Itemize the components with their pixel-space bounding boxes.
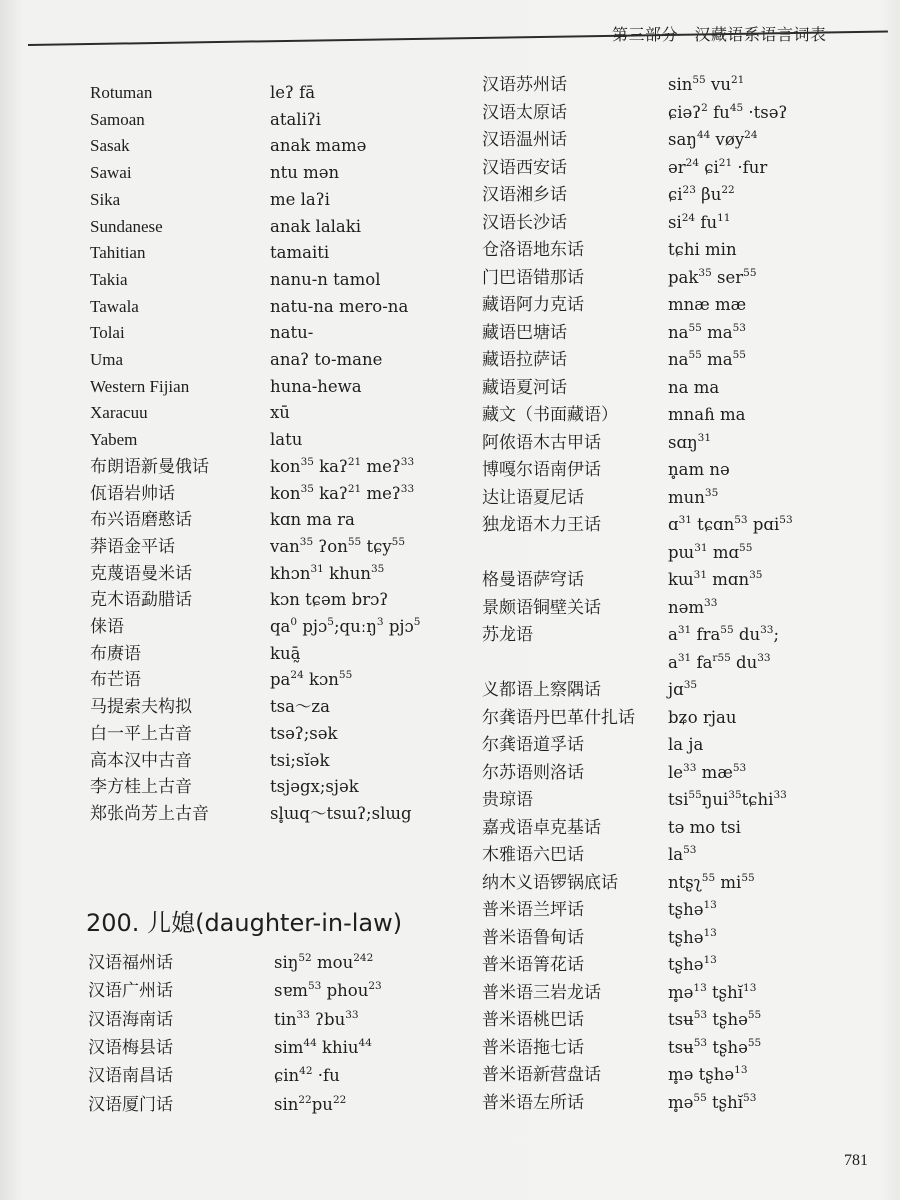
word-form: m̥ə$^{55}$ tʂhĭ$^{53}$ — [668, 1091, 757, 1112]
entry-row — [90, 561, 385, 587]
word-form: $la^{53}$ — [668, 844, 697, 864]
word-form: sɐm$^{53}$ phou$^{23}$ — [274, 980, 382, 1001]
word-form: $le^{33}$ $mæ^{53}$ — [668, 761, 747, 782]
word-form: kuā̰ — [270, 643, 301, 663]
word-form: van$^{35}$ ʔon$^{55}$ tɕy$^{55}$ — [270, 535, 406, 556]
entry-row — [90, 641, 301, 667]
word-form: tə mo tsi — [668, 817, 741, 837]
entry-row — [90, 400, 290, 426]
language-name: 景颇语铜壁关话 — [482, 597, 601, 617]
word-form: sim$^{44}$ khiu$^{44}$ — [274, 1036, 372, 1057]
language-name: 博嘎尔语南伊话 — [482, 460, 601, 479]
entry-row — [482, 870, 755, 896]
language-name: 藏文（书面藏语） — [482, 405, 618, 424]
entry-row — [90, 454, 415, 480]
language-name: 藏语巴塘话 — [482, 322, 567, 342]
word-form: leʔ fā — [270, 83, 316, 102]
word-form: mnæ mæ — [668, 295, 747, 314]
word-form: sɑŋ$^{31}$ — [668, 431, 712, 452]
word-form: ɕi$^{23}$ $\beta u^{22}$ — [668, 184, 735, 204]
language-name: 汉语太原话 — [482, 102, 567, 122]
entry-row — [482, 622, 780, 648]
word-form: tsʉ$^{53}$ tʂhə$^{55}$ — [668, 1009, 762, 1029]
word-form: n̥am nə — [668, 460, 730, 479]
word-form: natu-na mero-na — [270, 296, 409, 316]
entry-row — [88, 950, 374, 976]
word-form: $\sin^{55} vu^{21}$ — [668, 74, 745, 94]
language-name: 普米语左所话 — [482, 1092, 584, 1112]
entry-row — [90, 721, 338, 747]
word-form: kon$^{35}$ kaʔ$^{21}$ meʔ$^{33}$ — [270, 482, 415, 503]
entry-row — [90, 294, 409, 320]
entry-row — [482, 842, 697, 868]
word-form: pak$^{35}$ ser$^{55}$ — [668, 266, 757, 287]
entry-row — [88, 978, 382, 1004]
language-name: 纳木义语锣锅底话 — [482, 872, 618, 892]
entry-row — [88, 1092, 347, 1118]
word-form: kɑn ma ra — [270, 510, 355, 530]
entry-row — [482, 430, 712, 456]
word-form: bʑo rjau — [668, 707, 737, 727]
language-name: 郑张尚芳上古音 — [90, 803, 209, 823]
entry-row — [90, 667, 353, 693]
language-name: 克木语勐腊话 — [90, 590, 192, 610]
word-form: kon$^{35}$ kaʔ$^{21}$ meʔ$^{33}$ — [270, 455, 415, 476]
entry-row — [482, 72, 745, 98]
language-name: 汉语温州话 — [482, 130, 567, 149]
word-form: tʂhə$^{13}$ — [668, 954, 717, 974]
language-name: 普米语鲁甸话 — [482, 927, 584, 947]
entry-row — [482, 1062, 748, 1088]
language-name: 普米语拖七话 — [482, 1037, 584, 1057]
entry-row — [482, 1090, 757, 1116]
word-form: $a^{31}$ fra$^{55}$ $du^{33}$; — [668, 624, 780, 644]
language-name: 藏语夏河话 — [482, 377, 567, 397]
entry-row — [90, 534, 406, 560]
entry-row — [482, 347, 746, 373]
entry-row — [482, 980, 757, 1006]
language-name: Sika — [90, 189, 121, 209]
language-name: Tahitian — [90, 243, 146, 263]
word-form: nanu-n tamol — [270, 269, 381, 289]
language-name: 白一平上古音 — [90, 723, 192, 743]
word-form: anak lalaki — [270, 216, 362, 236]
entry-row — [90, 374, 362, 400]
language-name: 布芒语 — [90, 670, 141, 690]
word-form: $na^{55}$ $ma^{55}$ — [668, 349, 746, 369]
language-name: 汉语厦门话 — [88, 1094, 173, 1114]
language-name: 汉语湘乡话 — [482, 185, 567, 204]
language-name: 嘉戎语卓克基话 — [482, 817, 601, 837]
entry-row — [90, 267, 381, 293]
entry-row — [482, 155, 768, 181]
entry-row — [90, 694, 330, 720]
entry-row — [90, 133, 367, 159]
word-form: tsa～za — [270, 697, 330, 717]
language-name: 李方桂上古音 — [90, 777, 192, 797]
word-form: saŋ$^{44}$ vøy$^{24}$ — [668, 129, 758, 149]
entry-row — [482, 100, 788, 126]
language-name: 高本汉中古音 — [90, 750, 192, 770]
entry-row — [482, 787, 787, 813]
language-name: 汉语海南话 — [88, 1009, 173, 1029]
word-form: tsi;sĭək — [270, 750, 330, 770]
entry-row — [90, 240, 330, 266]
language-name: 汉语广州话 — [88, 981, 173, 1001]
word-form: siŋ$^{52}$ mou$^{242}$ — [274, 952, 374, 972]
entry-row — [482, 732, 704, 758]
language-name: 普米语箐花话 — [482, 955, 584, 974]
language-name: 普米语兰坪话 — [482, 900, 584, 919]
language-name: 汉语福州话 — [88, 953, 173, 972]
language-name: 尔龚语道孚话 — [482, 735, 584, 754]
page-number: 781 — [844, 1152, 868, 1169]
word-form: $\sin^{22}pu^{22}$ — [274, 1093, 347, 1114]
language-name: 布兴语磨憨话 — [90, 510, 192, 530]
language-name: 汉语苏州话 — [482, 75, 567, 94]
word-form: m̥ə tʂhə$^{13}$ — [668, 1064, 748, 1084]
entry-row — [90, 320, 314, 346]
language-name: 苏龙语 — [482, 625, 533, 644]
language-name: 汉语长沙话 — [482, 212, 567, 232]
entry-row — [482, 1007, 762, 1033]
section-number: 200. — [86, 909, 140, 937]
word-form: $a^{31}$ $fa^{r55}$ $du^{33}$ — [668, 651, 771, 672]
word-form: $na^{55}$ $ma^{53}$ — [668, 321, 746, 342]
right-column-entries — [482, 72, 812, 1122]
language-name: 普米语新营盘话 — [482, 1065, 601, 1084]
language-name: Yabem — [90, 430, 138, 450]
word-form: anak mamə — [270, 136, 367, 156]
language-name: 独龙语木力王话 — [482, 515, 601, 534]
entry-row — [482, 677, 698, 703]
entry-row — [90, 587, 389, 613]
entry-row — [482, 127, 758, 153]
language-name: 藏语阿力克话 — [482, 295, 584, 314]
entry-row — [482, 237, 737, 263]
entry-row — [482, 265, 757, 291]
entry-row — [90, 107, 321, 133]
word-form: m̥ə$^{13}$ tʂhĭ$^{13}$ — [668, 981, 757, 1002]
language-name: 木雅语六巴话 — [482, 845, 584, 864]
entry-row — [90, 748, 330, 774]
word-form: pɯ$^{31}$ mɑ$^{55}$ — [668, 541, 753, 562]
entry-row — [482, 457, 730, 483]
language-name: 汉语梅县话 — [88, 1037, 173, 1057]
word-form: mun$^{35}$ — [668, 486, 719, 507]
word-form: na ma — [668, 377, 720, 397]
entry-row — [482, 595, 718, 621]
entry-row — [482, 320, 746, 346]
language-name: 藏语拉萨话 — [482, 350, 567, 369]
entry-row — [88, 1007, 359, 1033]
word-form: $pa^{24}$ kɔn$^{55}$ — [270, 669, 353, 690]
entry-row — [482, 210, 731, 236]
language-name: 义都语上察隅话 — [482, 680, 601, 699]
entry-row — [90, 160, 340, 186]
entry-row — [482, 952, 717, 978]
left-column-entries — [90, 80, 470, 850]
language-name: 佤语岩帅话 — [90, 483, 175, 503]
entry-row — [90, 774, 359, 800]
language-name: 莽语金平话 — [90, 536, 175, 556]
word-form: ntʂʅ$^{55}$ $mi^{55}$ — [668, 871, 755, 892]
language-name: 达让语夏尼话 — [482, 487, 584, 507]
entry-row — [90, 801, 412, 827]
language-name: Sundanese — [90, 216, 163, 236]
language-name: 仓洛语地东话 — [482, 240, 584, 259]
language-name: 汉语南昌话 — [88, 1066, 173, 1086]
entry-row — [482, 485, 719, 511]
word-form: latu — [270, 430, 303, 450]
entry-row — [482, 897, 717, 923]
language-name: 布赓语 — [90, 643, 141, 663]
word-form: me laʔi — [270, 189, 330, 209]
language-name: 门巴语错那话 — [482, 267, 584, 287]
entry-row — [482, 705, 737, 731]
word-form: $si^{24}$ $fu^{11}$ — [668, 211, 731, 232]
word-form: tɕhi min — [668, 240, 737, 259]
language-name: Samoan — [90, 109, 145, 129]
language-name: Xaracuu — [90, 403, 148, 423]
word-form: kɯ$^{31}$ mɑn$^{35}$ — [668, 569, 763, 589]
language-name: Tolai — [90, 323, 125, 343]
language-name: 普米语桃巴话 — [482, 1010, 584, 1029]
word-form: sl̥ɯq～tsɯʔ;slɯg — [270, 803, 412, 823]
section-heading — [86, 903, 402, 938]
language-name: 布朗语新曼俄话 — [90, 456, 209, 476]
language-name: 汉语西安话 — [482, 157, 567, 177]
word-form: tin$^{33}$ ʔbu$^{33}$ — [274, 1008, 359, 1029]
word-form: tʂhə$^{13}$ — [668, 926, 717, 947]
left-column-entries-section-200 — [88, 950, 468, 1120]
language-name: 普米语三岩龙话 — [482, 982, 601, 1002]
section-title: 儿媳(daughter-in-law) — [147, 909, 403, 937]
word-form: ər$^{24}$ ɕi$^{21}$ ·fur — [668, 156, 768, 177]
word-form: jɑ$^{35}$ — [668, 679, 698, 699]
language-name: 格曼语萨穹话 — [482, 570, 584, 589]
entry-row — [88, 1063, 340, 1089]
word-form: ntu mən — [270, 163, 340, 183]
word-form: tsəʔ;sək — [270, 723, 338, 743]
word-form: tʂhə$^{13}$ — [668, 899, 717, 919]
language-name: Sasak — [90, 136, 130, 156]
word-form: ɕin$^{42}$ ·fu — [274, 1065, 340, 1086]
entry-row — [482, 512, 793, 538]
language-name: Rotuman — [90, 83, 153, 102]
word-form: kɔn tɕəm brɔʔ — [270, 590, 389, 610]
entry-row — [482, 402, 746, 428]
language-name: 尔苏语则洛话 — [482, 762, 584, 782]
language-name: Sawai — [90, 163, 132, 183]
language-name: 克蔑语曼米话 — [90, 563, 192, 583]
word-form: ataliʔi — [270, 109, 321, 129]
entry-row — [482, 925, 717, 951]
word-form: huna-hewa — [270, 376, 362, 396]
word-form: xū — [270, 403, 290, 423]
language-name: Uma — [90, 350, 124, 369]
word-form: $qa^0$ pjɔ$^5$;quːŋ$^3$ pjɔ$^5$ — [270, 616, 421, 636]
entry-row — [482, 292, 747, 318]
entry-row — [90, 427, 303, 453]
word-form: anaʔ to-mane — [270, 350, 383, 369]
running-header: 第三部分 汉藏语系语言词表 — [612, 27, 827, 44]
entry-row — [482, 182, 735, 208]
word-form: tamaiti — [270, 243, 330, 263]
entry-row — [88, 1035, 372, 1061]
entry-row — [90, 214, 362, 240]
word-form: tsʉ$^{53}$ tʂhə$^{55}$ — [668, 1036, 762, 1057]
language-name: Western Fijian — [90, 376, 190, 396]
word-form: la ja — [668, 735, 704, 754]
entry-row — [90, 80, 316, 106]
entry-row — [482, 375, 720, 401]
word-form: ɑ$^{31}$ tɕɑn$^{53}$ pɑi$^{53}$ — [668, 514, 793, 534]
word-form: tsi$^{55}$ŋui$^{35}$tɕhi$^{33}$ — [668, 789, 787, 809]
word-form: khɔn$^{31}$ khun$^{35}$ — [270, 562, 385, 583]
language-name: Takia — [90, 269, 128, 289]
entry-row — [90, 481, 415, 507]
entry-row — [482, 1035, 762, 1061]
language-name: 阿侬语木古甲话 — [482, 432, 601, 452]
language-name: 马提索夫构拟 — [90, 697, 192, 717]
word-form: mnaɦ ma — [668, 405, 746, 424]
language-name: Tawala — [90, 296, 139, 316]
language-name: 尔龚语丹巴革什扎话 — [482, 707, 635, 727]
word-form: ɕiəʔ$^2$ $fu^{45}$ ·tsəʔ — [668, 101, 788, 122]
entry-row — [482, 567, 763, 593]
entry-row — [90, 347, 383, 373]
word-form: natu- — [270, 323, 314, 343]
entry-row — [90, 507, 355, 533]
language-name: 贵琼语 — [482, 790, 533, 809]
entry-row — [482, 760, 747, 786]
word-form: nəm$^{33}$ — [668, 596, 718, 617]
language-name: 俫语 — [90, 617, 124, 636]
entry-row — [482, 815, 741, 841]
entry-row — [90, 187, 330, 213]
word-form: tsjəgx;sjək — [270, 777, 359, 797]
entry-row — [90, 614, 421, 640]
